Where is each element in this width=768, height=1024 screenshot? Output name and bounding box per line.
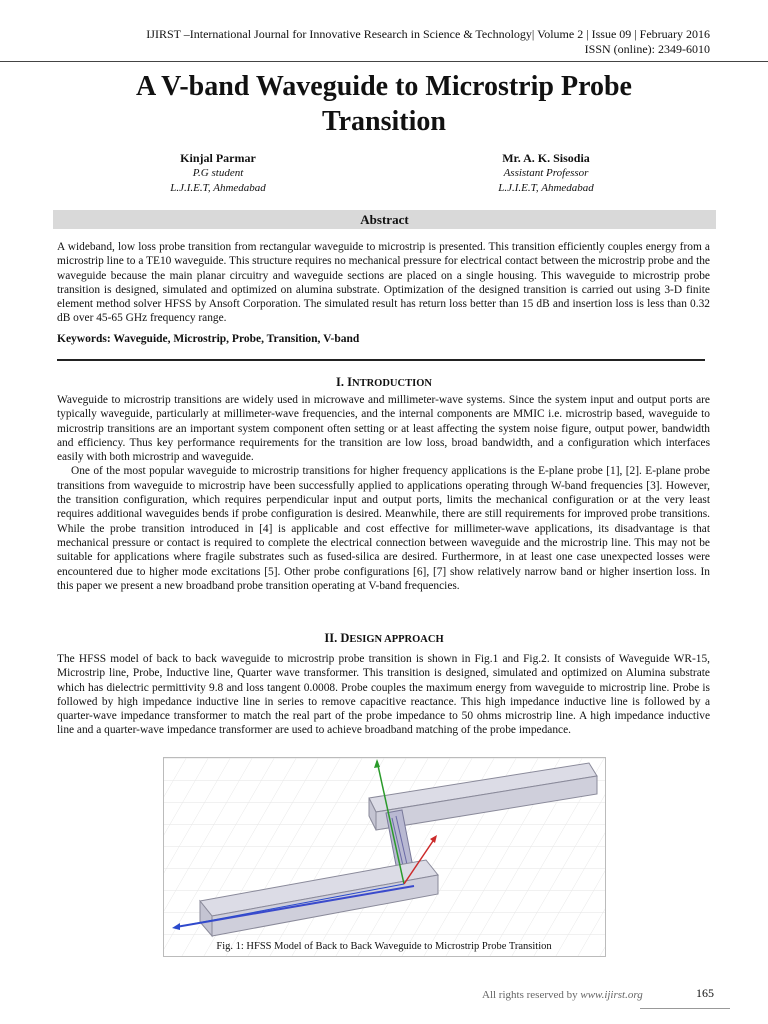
author-name: Kinjal Parmar xyxy=(180,151,256,165)
journal-url[interactable]: www.ijirst.org xyxy=(580,989,643,1001)
keywords: Keywords: Waveguide, Microstrip, Probe, Transition, V-band xyxy=(57,333,360,345)
author-2 xyxy=(446,151,646,196)
section-2-paragraph-1: The HFSS model of back to back waveguide to microstrip probe transition is shown in Fig.1 and Fig.2. It consists of Waveguide WR-15, Microstrip line, Probe, Inductive line, Quarter wave transformer. This transition is designed, simulated and optimized on Alumina substrate which has dielectric permittivity 9.8 and loss tangent 0.0008. Probe couples the maximum energy from waveguide to microstrip line. Probe is followed by high impedance inductive line in series to remove capacitive reactance. This high impedance inductive line is followed by a quarter-wave impedance transformer to match the real part of the probe impedance to 50 ohms microstrip line. A high impedance inductive line and a quarter-wave impedance transformer are used to achieve broadband matching of the probe impedance. xyxy=(57,653,710,737)
footer-rights xyxy=(482,989,643,1001)
issn-line: ISSN (online): 2349-6010 xyxy=(584,42,710,56)
author-role: Assistant Professor xyxy=(503,167,589,179)
section-1-title: NTRODUCTION xyxy=(352,378,432,389)
author-name: Mr. A. K. Sisodia xyxy=(502,151,590,165)
section-1-paragraph-2: One of the most popular waveguide to microstrip transitions for higher frequency applications is the E-plane probe [1], [2]. E-plane probe transitions from waveguide to microstrip have been successfully applied to applications operating through W-band frequencies [3]. However, the transition configuration, which requires perpendicular input and output ports, limits the mechanical configuration or at the very least requires additional waveguides bends if probe configuration is desired. Meanwhile, there are still requirements for improved probe transitions. While the probe transition introduced in [4] is applicable and cost effective for millimeter-wave applications, its disadvantage is that mechanical pressure or contact is required to complete the electrical connection between waveguide and the microstrip line. This may not be suitable for applications where fragile substrates such as fused-silica are desired. Furthermore, in at least one case unexpected losses were encountered due to higher mode excitations [5]. Other probe configurations [6], [7] show relatively narrow band or higher insertion loss. In this paper we present a new broadband probe transition operating at V-band frequencies. xyxy=(57,465,710,592)
author-role: P.G student xyxy=(192,167,244,179)
section-2-title: ESIGN APPROACH xyxy=(349,634,444,645)
title-line-1: A V-band Waveguide to Microstrip Probe xyxy=(136,71,632,102)
section-2-body xyxy=(57,652,710,738)
abstract-text xyxy=(57,240,710,326)
abstract-heading: Abstract xyxy=(53,210,716,229)
hfss-model-figure xyxy=(163,757,606,957)
figure-caption: Fig. 1: HFSS Model of Back to Back Waveguide to Microstrip Probe Transition xyxy=(216,941,552,952)
section-2-number: II. D xyxy=(324,631,350,645)
author-affiliation: L.J.I.E.T, Ahmedabad xyxy=(498,182,594,194)
abstract-paragraph: A wideband, low loss probe transition from rectangular waveguide to microstrip is presented. This transition efficiently couples energy from a microstrip line to a TE10 waveguide. This structure requires no mechanical pressure for electrical contact between the microstrip probe and the waveguide because the main planar circuitry and waveguide sections are placed on a single housing. This waveguide to microstrip probe transition is designed, simulated and optimized on alumina substrate. Optimization of the designed transition is carried out using 3-D finite element method solver HFSS by Ansoft Corporation. The simulated result has return loss better than 15 dB and insertion loss is less than 0.32 dB over 45-65 GHz frequency range. xyxy=(57,241,710,325)
title-line-2: Transition xyxy=(322,106,446,137)
section-1-heading xyxy=(0,375,768,390)
rights-text: All rights reserved by xyxy=(482,989,581,1001)
section-1-paragraph-1: Waveguide to microstrip transitions are widely used in microwave and millimeter-wave systems. Since the system input and output ports are typically waveguide, particularly at millimeter-wave frequencies, and the internal components are MMIC i.e. microstrip based, waveguide to microstrip transitions are an important system component often setting or at least affecting the system noise figure, output power, bandwidth and efficiency. Thus key performance requirements for the transition are low loss, broad bandwidth, and a configuration which interfaces easily with both microstrip and waveguide. xyxy=(57,394,710,464)
header-rule xyxy=(0,61,768,62)
paper-title xyxy=(0,69,768,139)
hfss-model-drawing xyxy=(164,758,605,956)
author-affiliation: L.J.I.E.T, Ahmedabad xyxy=(170,182,266,194)
section-1-body xyxy=(57,393,710,593)
section-1-number: I. I xyxy=(336,375,353,389)
keywords-rule xyxy=(57,359,705,361)
journal-header: IJIRST –International Journal for Innovative Research in Science & Technology| Volume 2 | Issue 09 | February 2016 xyxy=(146,27,710,41)
footer-rule xyxy=(640,1008,730,1009)
section-2-heading xyxy=(0,631,768,646)
page-number: 165 xyxy=(696,986,714,1000)
author-1 xyxy=(118,151,318,196)
